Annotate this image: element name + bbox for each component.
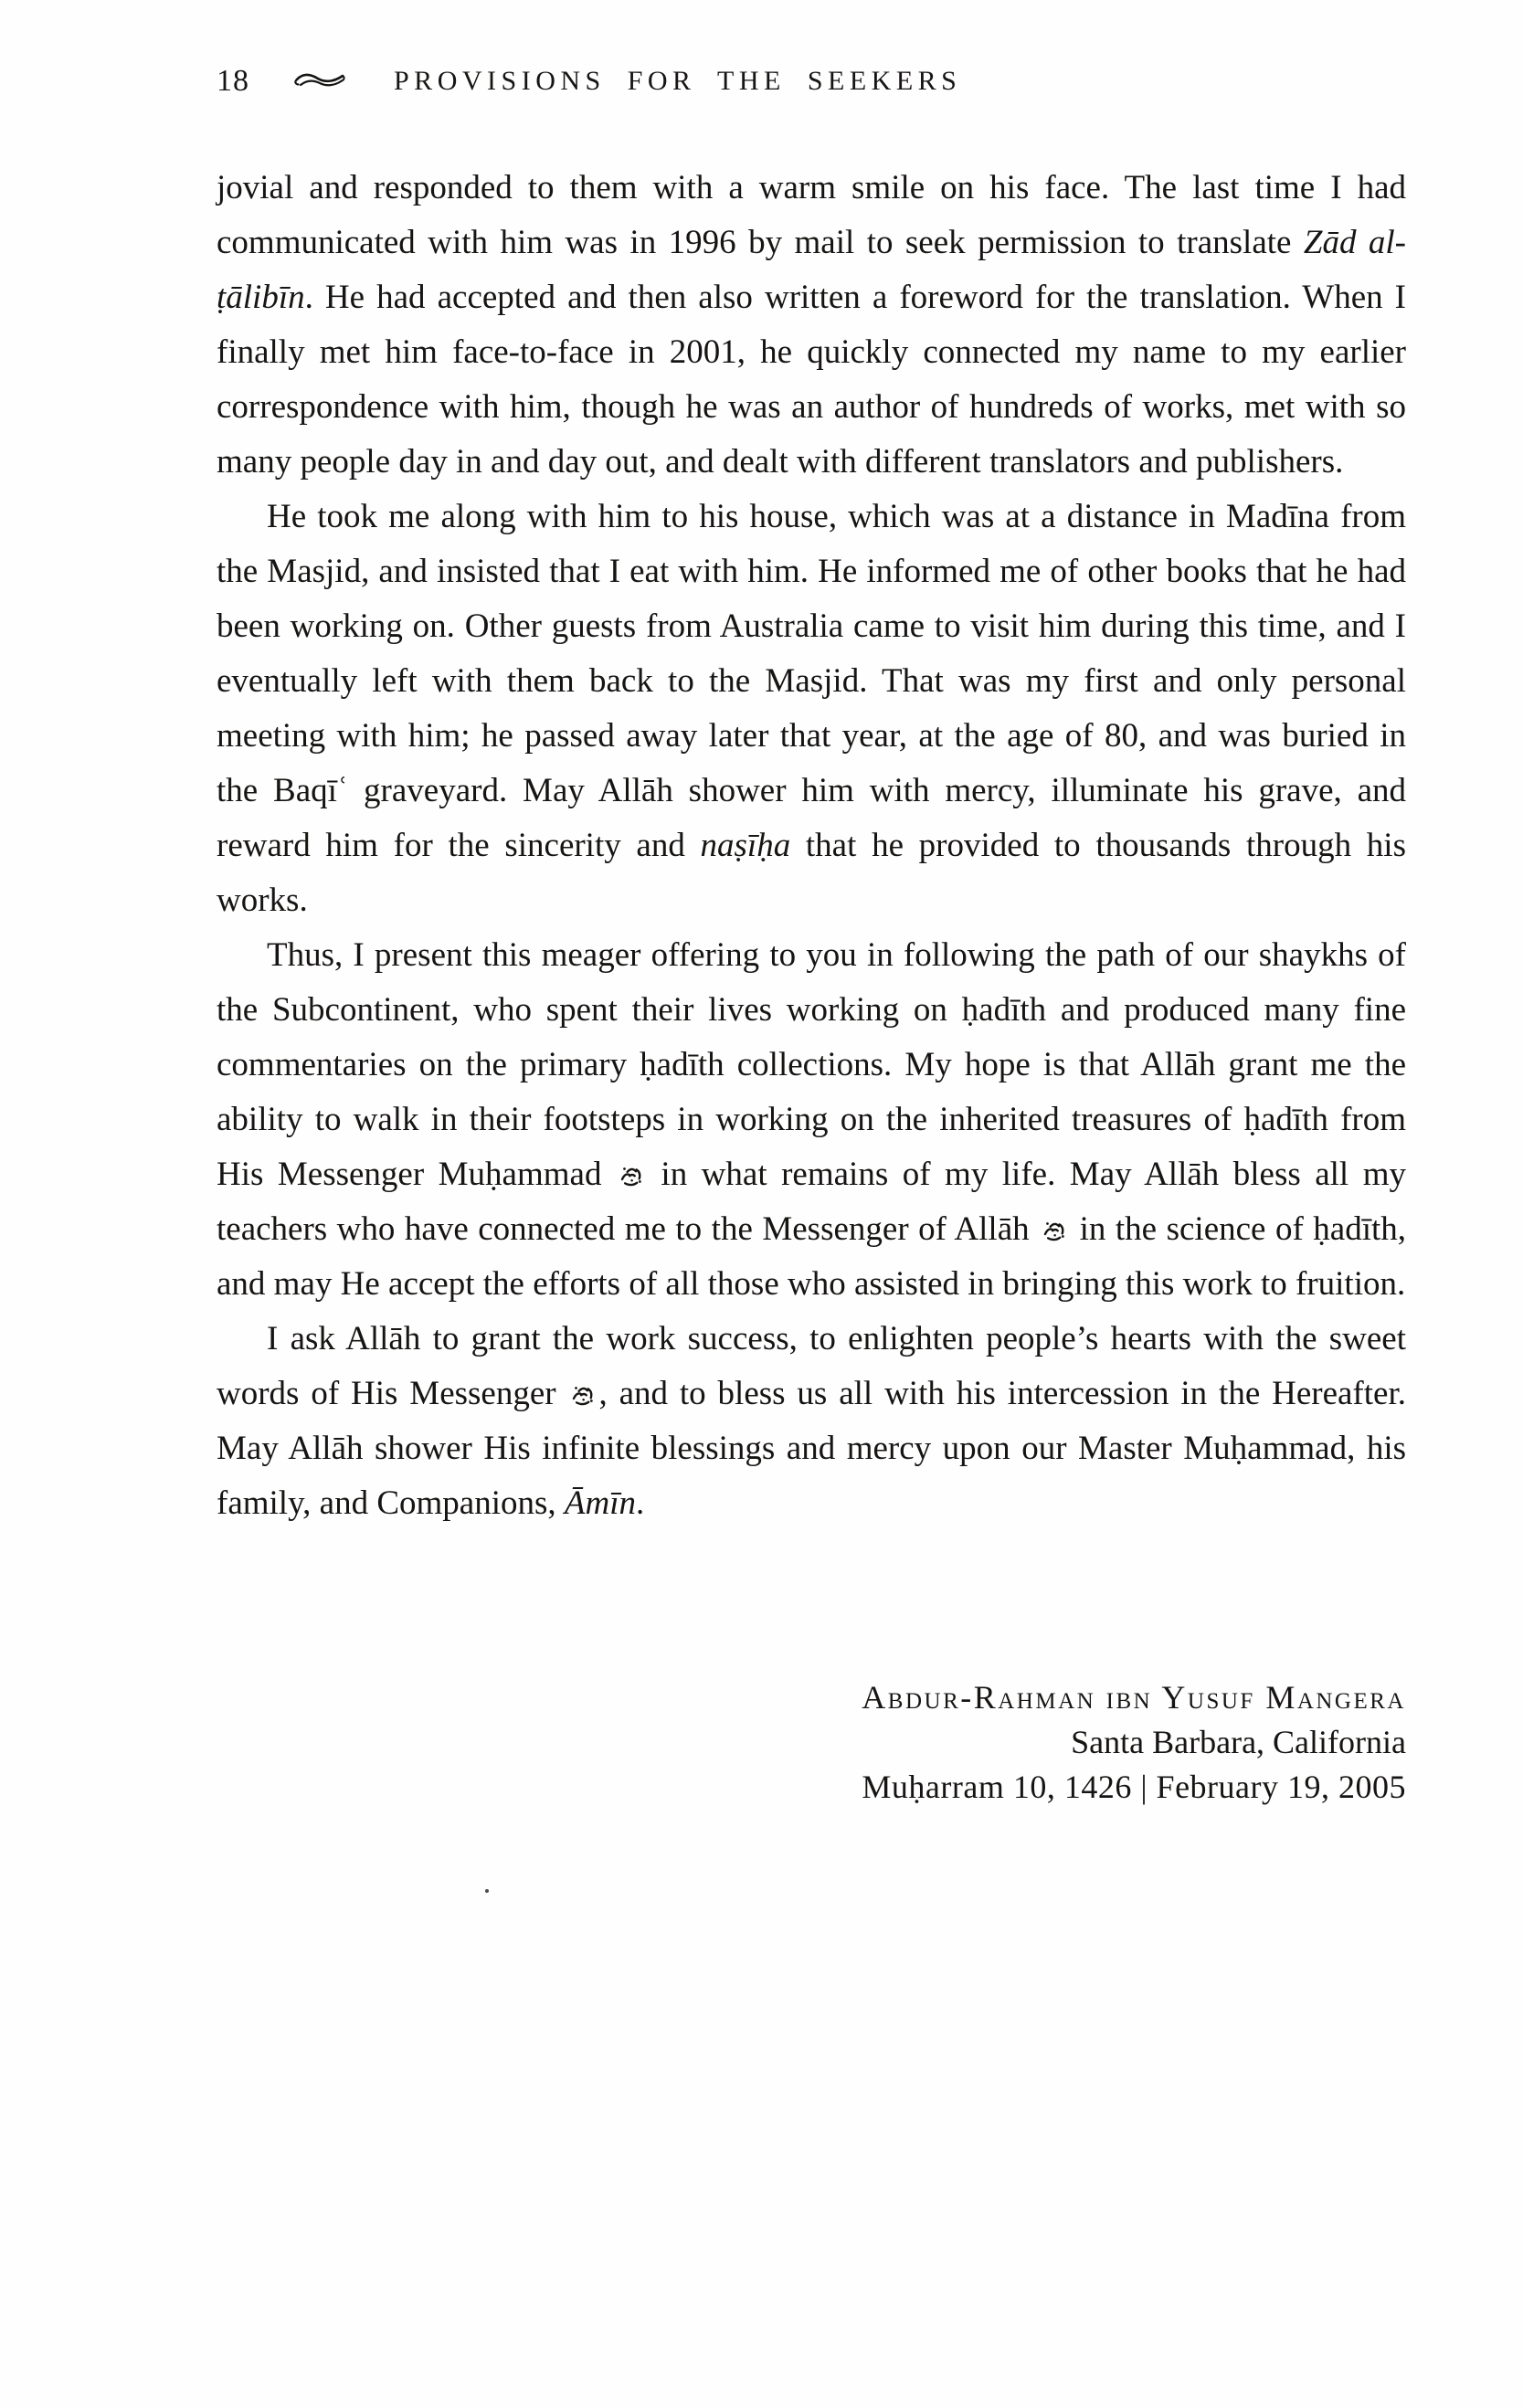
signature-location: Santa Barbara, California xyxy=(1071,1724,1406,1760)
sallallahu-alayhi-wa-sallam-symbol-icon xyxy=(618,1161,645,1188)
body-text xyxy=(217,161,1406,1531)
page-number: 18 xyxy=(217,64,249,98)
swash-ornament-icon xyxy=(291,70,348,97)
running-head xyxy=(217,64,961,99)
italic-term: Āmīn xyxy=(564,1484,637,1522)
italic-term: naṣīḥa xyxy=(700,827,791,864)
sallallahu-alayhi-wa-sallam-symbol-icon xyxy=(569,1380,597,1408)
italic-term: Zād al-ṭālibīn xyxy=(217,224,1406,316)
sallallahu-alayhi-wa-sallam-symbol-icon xyxy=(1041,1216,1068,1243)
paragraph: I ask Allāh to grant the work success, to enlighten people’s hearts with the sweet words of His Messenger , and to bless us all with his intercession in the Hereafter. May Allāh shower His infinite blessings and mercy upon our Master Muḥammad, his family, and Companions, Āmīn. xyxy=(217,1320,1406,1522)
running-title: PROVISIONS FOR THE SEEKERS xyxy=(394,66,962,96)
signature-block xyxy=(862,1675,1406,1810)
author-name: Abdur-Rahman ibn Yusuf Mangera xyxy=(862,1679,1406,1716)
scan-speck xyxy=(485,1889,489,1893)
paragraph: Thus, I present this meager offering to you in following the path of our shaykhs of the Subcontinent, who spent their lives working on ḥadīth and produced many fine commentaries on the primary ḥadīth collections. My hope is that Allāh grant me the ability to walk in their footsteps in working on the inherited treasures of ḥadīth from His Messenger Muḥammad in what remains of my life. May Allāh bless all my teachers who have connected me to the Messenger of Allāh in the science of ḥadīth, and may He accept the efforts of all those who assisted in bringing this work to fruition. xyxy=(217,936,1406,1303)
paragraph: jovial and responded to them with a warm smile on his face. The last time I had communicated with him was in 1996 by mail to seek permission to translate Zād al-ṭālibīn. He had accepted and then also written a foreword for the translation. When I finally met him face-to-face in 2001, he quickly connected my name to my earlier correspondence with him, though he was an author of hundreds of works, met with so many people day in and day out, and dealt with different translators and publishers. xyxy=(217,169,1406,481)
paragraph: He took me along with him to his house, which was at a distance in Madīna from the Masjid, and insisted that I eat with him. He informed me of other books that he had been working on. Other guests from Australia came to visit him during this time, and I eventually left with them back to the Masjid. That was my first and only personal meeting with him; he passed away later that year, at the age of 80, and was buried in the Baqīʿ graveyard. May Allāh shower him with mercy, illuminate his grave, and reward him for the sincerity and naṣīḥa that he provided to thousands through his works. xyxy=(217,498,1406,919)
signature-date: Muḥarram 10, 1426 | February 19, 2005 xyxy=(862,1769,1406,1805)
